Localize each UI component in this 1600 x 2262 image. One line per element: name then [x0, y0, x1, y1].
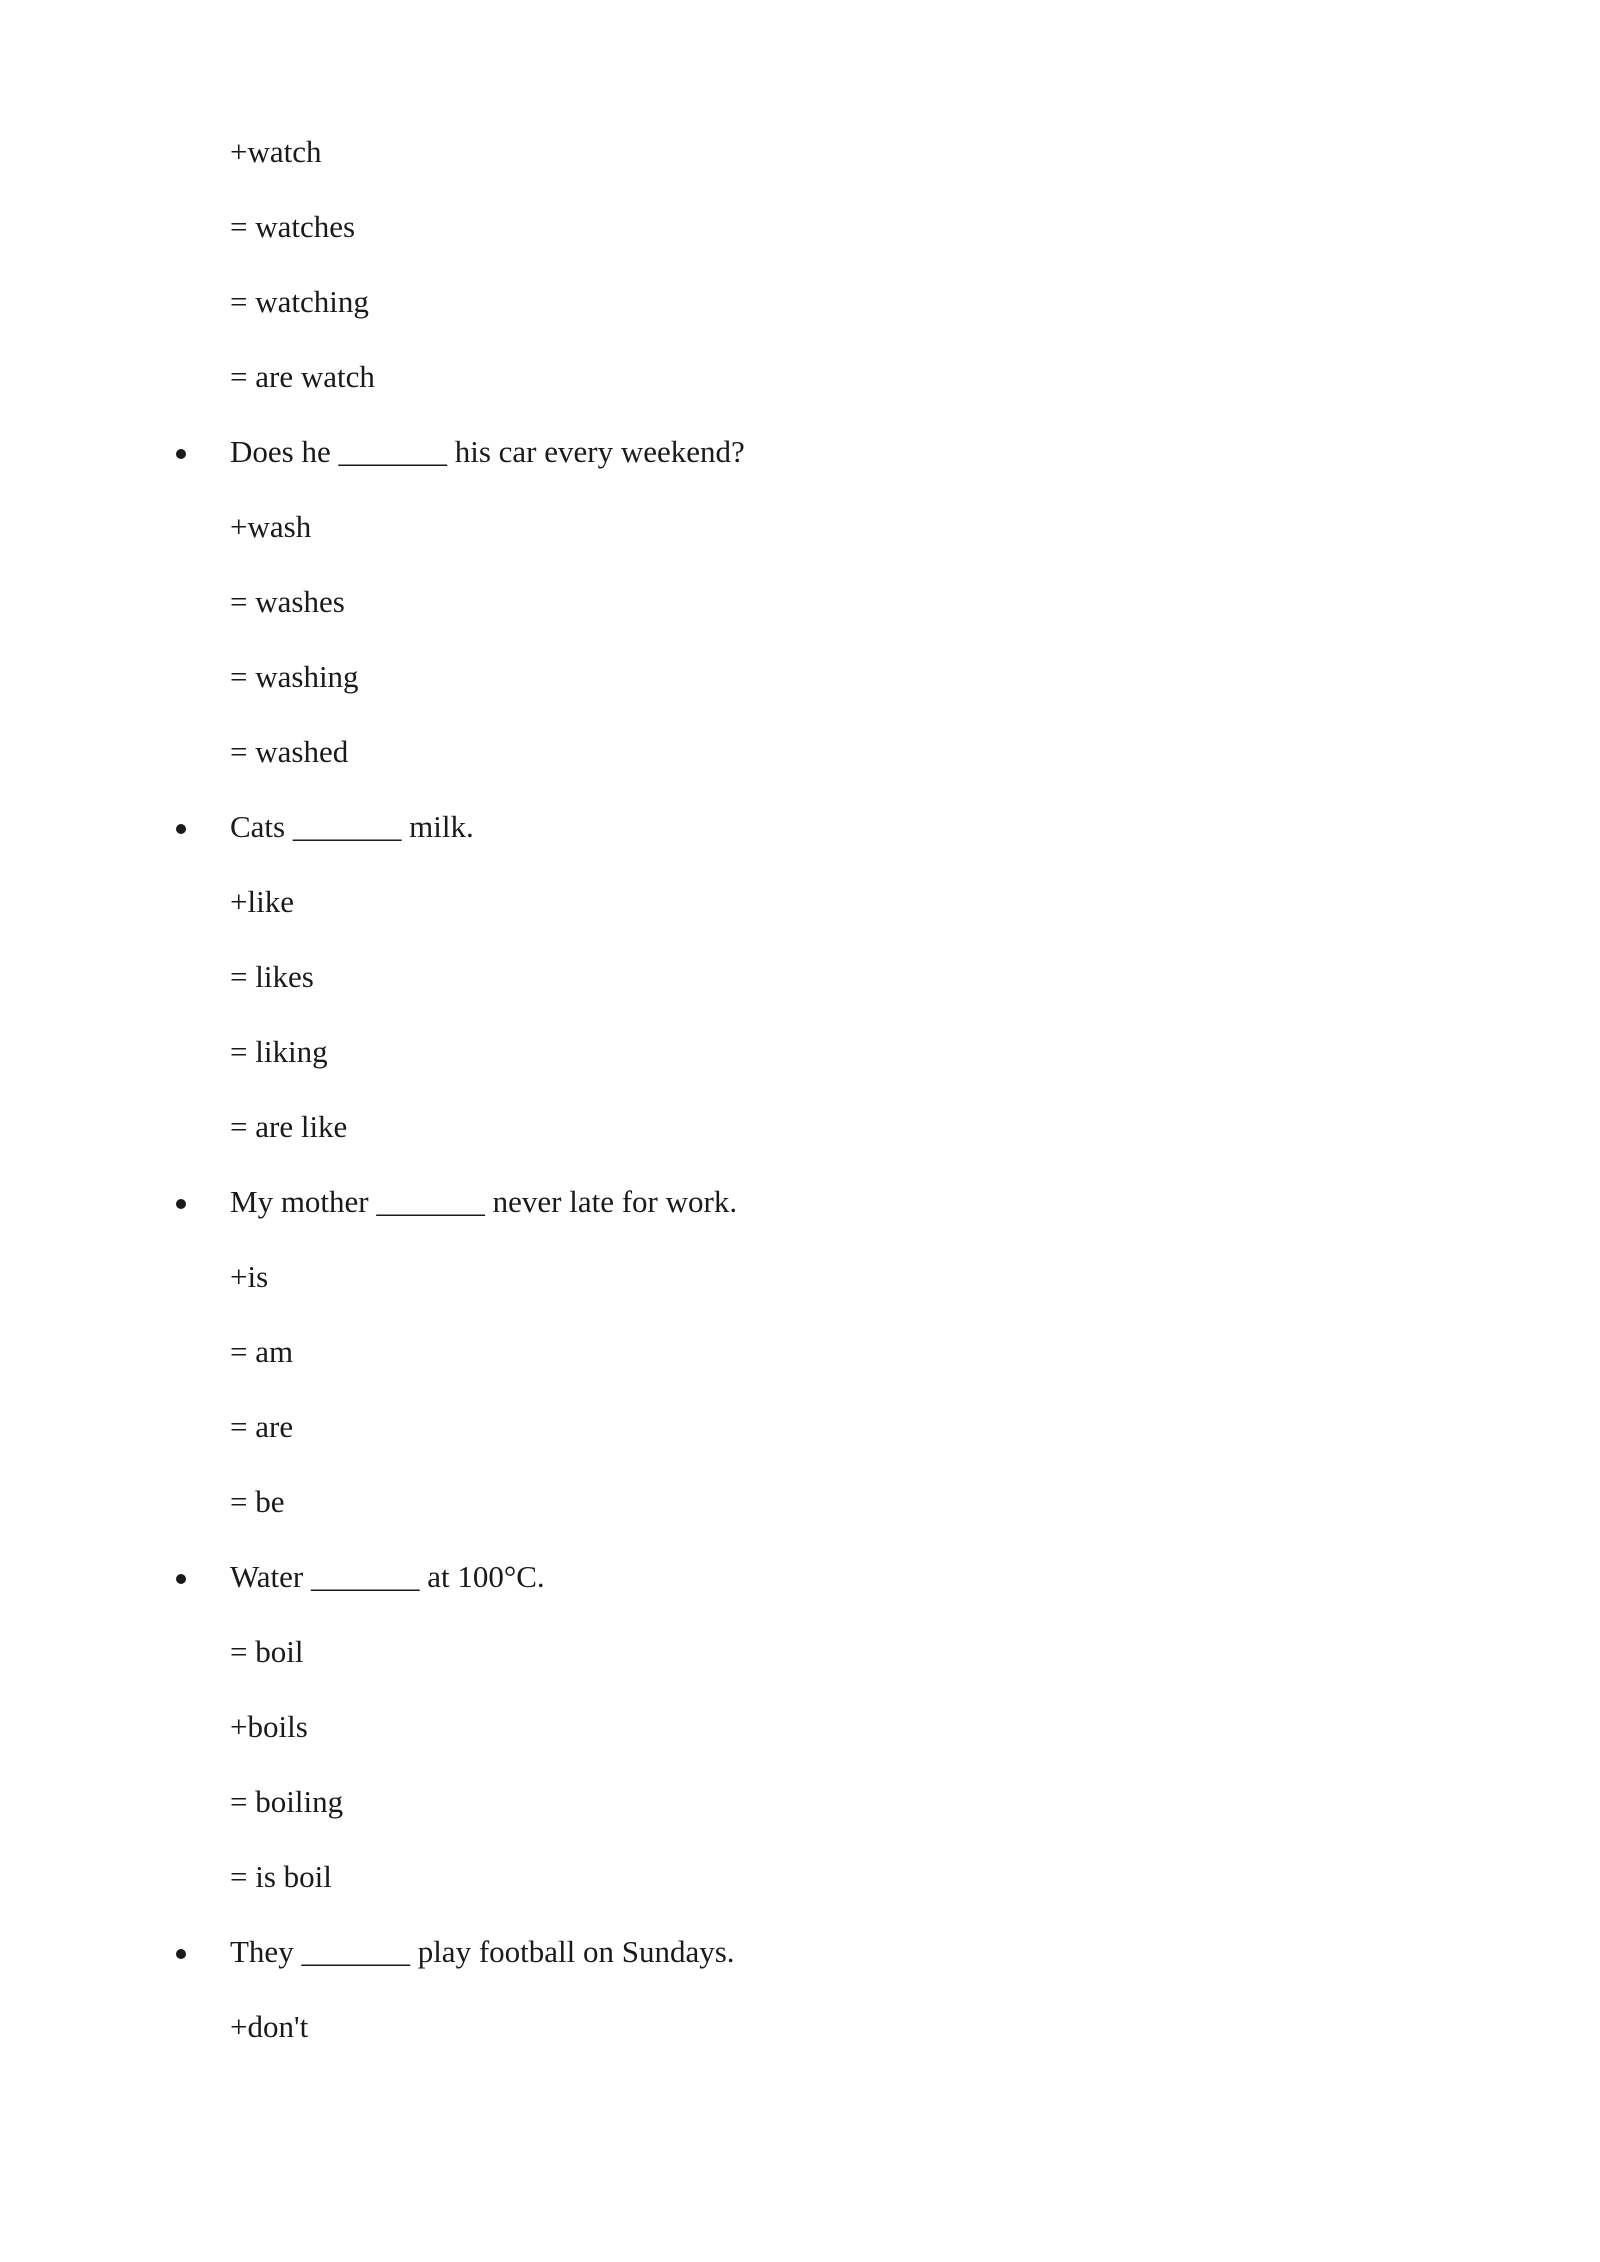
- list-bullet: [176, 824, 186, 834]
- answer-option: = boiling: [230, 1784, 344, 1819]
- answer-option: = are watch: [230, 359, 375, 394]
- question-text: My mother _______ never late for work.: [230, 1184, 738, 1219]
- question-text: Does he _______ his car every weekend?: [230, 434, 745, 469]
- answer-option: +is: [230, 1259, 269, 1294]
- answer-option: = watches: [230, 209, 356, 244]
- question-text: They _______ play football on Sundays.: [230, 1934, 735, 1969]
- answer-option: +wash: [230, 509, 312, 544]
- answer-option: = washing: [230, 659, 359, 694]
- answer-option: = washes: [230, 584, 345, 619]
- answer-option: +watch: [230, 134, 322, 169]
- answer-option: = is boil: [230, 1859, 332, 1894]
- answer-option: +like: [230, 884, 294, 919]
- question-text: Water _______ at 100°C.: [230, 1559, 545, 1594]
- list-bullet: [176, 1199, 186, 1209]
- answer-option: = watching: [230, 284, 369, 319]
- answer-option: = washed: [230, 734, 349, 769]
- list-bullet: [176, 449, 186, 459]
- question-text: Cats _______ milk.: [230, 809, 474, 844]
- list-bullet: [176, 1949, 186, 1959]
- answer-option: = be: [230, 1484, 285, 1519]
- answer-option: = liking: [230, 1034, 328, 1069]
- answer-option: +don't: [230, 2009, 309, 2044]
- answer-option: = am: [230, 1334, 294, 1369]
- answer-option: +boils: [230, 1709, 308, 1744]
- answer-option: = likes: [230, 959, 314, 994]
- answer-option: = boil: [230, 1634, 304, 1669]
- answer-option: = are: [230, 1409, 294, 1444]
- answer-option: = are like: [230, 1109, 348, 1144]
- list-bullet: [176, 1574, 186, 1584]
